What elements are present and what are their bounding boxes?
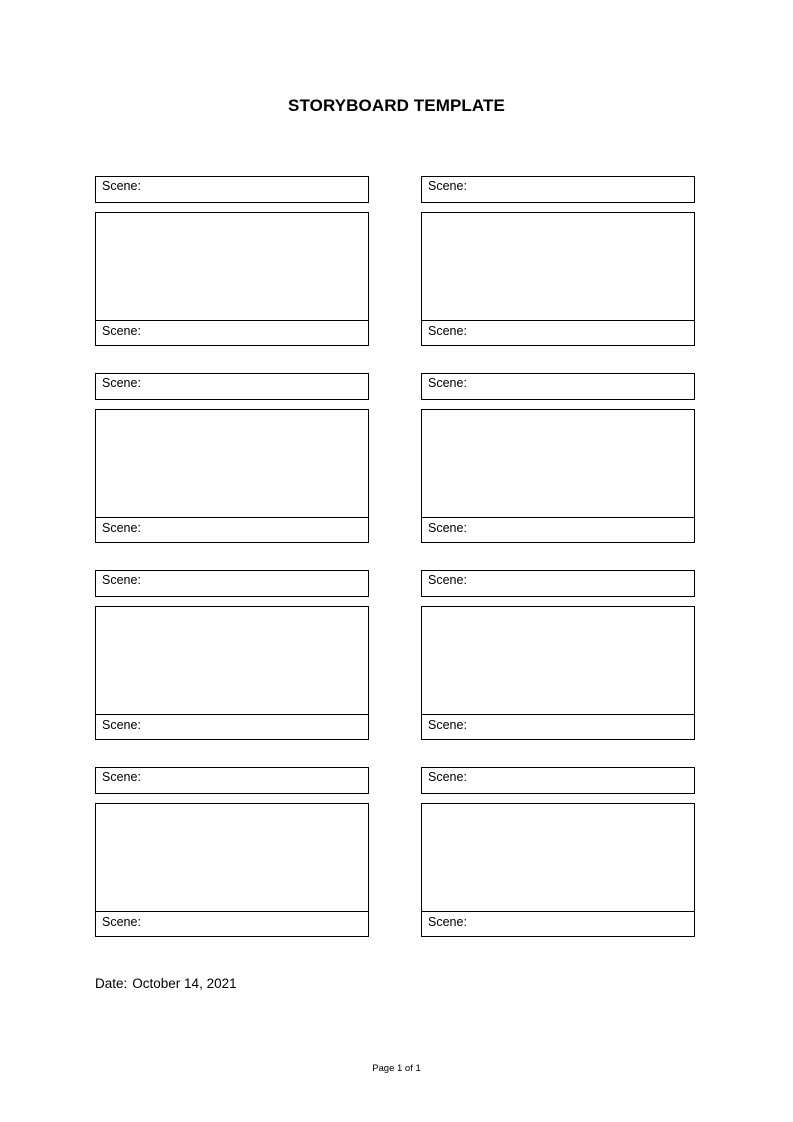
storyboard-panel [95,767,369,937]
sketch-frame[interactable] [96,213,368,321]
frame-group [95,212,369,346]
scene-header-field[interactable]: Scene: [421,176,695,203]
storyboard-panel [421,176,695,346]
scene-caption-field[interactable]: Scene: [428,718,467,732]
sketch-frame[interactable] [422,607,694,715]
scene-caption-field[interactable]: Scene: [102,718,141,732]
frame-group [421,803,695,937]
scene-header-field[interactable]: Scene: [95,767,369,794]
scene-caption-field[interactable]: Scene: [428,324,467,338]
sketch-frame[interactable] [422,804,694,912]
storyboard-panel [95,570,369,740]
scene-caption-field[interactable]: Scene: [102,521,141,535]
sketch-frame[interactable] [96,804,368,912]
sketch-frame[interactable] [96,607,368,715]
scene-header-field[interactable]: Scene: [95,176,369,203]
frame-group [421,212,695,346]
storyboard-panel [421,767,695,937]
date-value[interactable]: October 14, 2021 [132,976,237,991]
sketch-frame[interactable] [422,213,694,321]
scene-header-field[interactable]: Scene: [421,767,695,794]
frame-group [95,803,369,937]
scene-header-field[interactable]: Scene: [421,373,695,400]
sketch-frame[interactable] [96,410,368,518]
scene-caption-field[interactable]: Scene: [428,915,467,929]
frame-group [95,409,369,543]
page-footer: Page 1 of 1 [372,1063,421,1074]
date-label: Date: [95,976,128,991]
frame-group [421,409,695,543]
frame-group [95,606,369,740]
scene-caption-field[interactable]: Scene: [102,915,141,929]
document-title: STORYBOARD TEMPLATE [288,96,505,115]
scene-header-field[interactable]: Scene: [421,570,695,597]
sketch-frame[interactable] [422,410,694,518]
scene-header-field[interactable]: Scene: [95,570,369,597]
scene-header-field[interactable]: Scene: [95,373,369,400]
date-line [95,976,237,991]
scene-caption-field[interactable]: Scene: [102,324,141,338]
storyboard-panel [421,570,695,740]
storyboard-panel [421,373,695,543]
frame-group [421,606,695,740]
storyboard-panel [95,373,369,543]
storyboard-panel [95,176,369,346]
scene-caption-field[interactable]: Scene: [428,521,467,535]
